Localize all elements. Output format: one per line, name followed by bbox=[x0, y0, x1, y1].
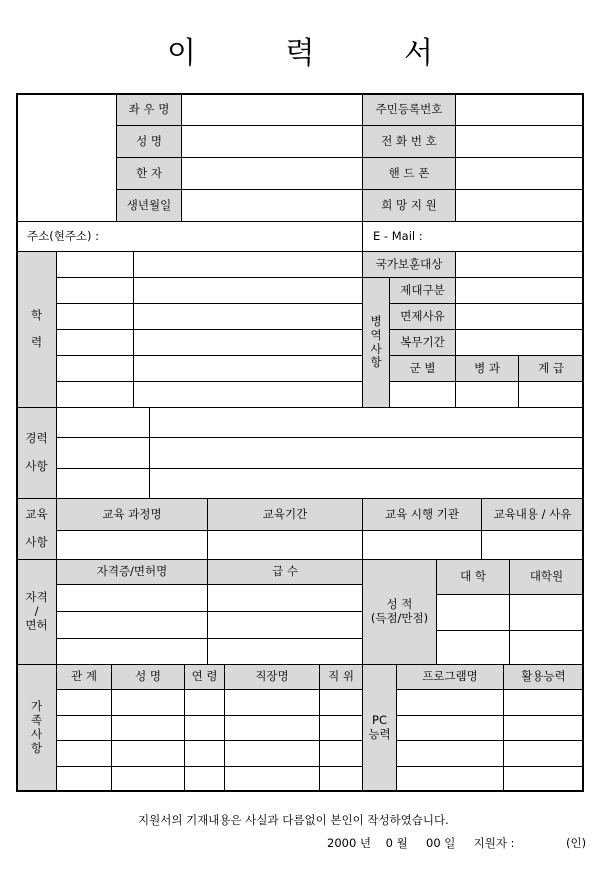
education-row-5-col-2[interactable] bbox=[133, 355, 363, 382]
hanja-input[interactable] bbox=[181, 157, 363, 190]
rank-input[interactable] bbox=[518, 381, 584, 408]
license-row-1-name[interactable] bbox=[56, 584, 208, 612]
family-row-3-workplace[interactable] bbox=[224, 740, 320, 767]
family-workplace-header: 직장명 bbox=[224, 664, 320, 690]
resident-no-label: 주민등록번호 bbox=[362, 93, 456, 126]
family-row-2-workplace[interactable] bbox=[224, 715, 320, 741]
license-row-1-grade[interactable] bbox=[207, 584, 363, 612]
education-row-2-col-1[interactable] bbox=[56, 277, 134, 304]
birth-input[interactable] bbox=[181, 189, 363, 222]
pc-skill-header: 활용능력 bbox=[503, 664, 584, 690]
license-name-header: 자격증/면허명 bbox=[56, 559, 208, 585]
training-content-header: 교육내용 / 사유 bbox=[481, 498, 584, 531]
pc-row-3-program[interactable] bbox=[396, 740, 504, 767]
hanja-label: 한 자 bbox=[116, 157, 182, 190]
training-institute-header: 교육 시행 기관 bbox=[362, 498, 482, 531]
page-title: 이 력 서 bbox=[166, 36, 473, 71]
email-field[interactable]: E - Mail : bbox=[362, 221, 584, 252]
training-course-header: 교육 과정명 bbox=[56, 498, 208, 531]
family-row-2-position[interactable] bbox=[319, 715, 363, 741]
veteran-input[interactable] bbox=[455, 251, 584, 278]
education-row-1-col-2[interactable] bbox=[133, 251, 363, 278]
career-row-3-col-2[interactable] bbox=[149, 468, 584, 499]
education-row-4-col-2[interactable] bbox=[133, 329, 363, 356]
family-position-header: 직 위 bbox=[319, 664, 363, 690]
training-course-input[interactable] bbox=[56, 530, 208, 560]
family-row-4-relation[interactable] bbox=[56, 766, 112, 792]
education-label: 학 력 bbox=[16, 251, 57, 408]
pc-row-2-skill[interactable] bbox=[503, 715, 584, 741]
family-relation-header: 관 계 bbox=[56, 664, 112, 690]
pc-row-1-program[interactable] bbox=[396, 689, 504, 716]
branch-input[interactable] bbox=[389, 381, 456, 408]
license-row-3-name[interactable] bbox=[56, 638, 208, 665]
family-row-4-name[interactable] bbox=[111, 766, 185, 792]
desired-label: 희 망 지 원 bbox=[362, 189, 456, 222]
mobile-input[interactable] bbox=[455, 157, 584, 190]
motto-label: 좌 우 명 bbox=[116, 93, 182, 126]
footer-statement: 지원서의 기재내용은 사실과 다름없이 본인이 작성하였습니다. bbox=[138, 813, 449, 827]
license-label: 자격 / 면허 bbox=[16, 559, 57, 665]
family-row-3-relation[interactable] bbox=[56, 740, 112, 767]
family-row-1-position[interactable] bbox=[319, 689, 363, 716]
family-row-3-position[interactable] bbox=[319, 740, 363, 767]
veteran-label: 국가보훈대상 bbox=[362, 251, 456, 278]
family-row-1-age[interactable] bbox=[184, 689, 225, 716]
name-label: 성 명 bbox=[116, 125, 182, 158]
discharge-label: 제대구분 bbox=[389, 277, 456, 304]
family-row-4-workplace[interactable] bbox=[224, 766, 320, 792]
corps-label: 병 과 bbox=[455, 355, 519, 382]
family-row-2-name[interactable] bbox=[111, 715, 185, 741]
family-row-1-relation[interactable] bbox=[56, 689, 112, 716]
military-label: 병 역 사 항 bbox=[362, 277, 390, 408]
college-row-1[interactable] bbox=[436, 594, 510, 631]
education-row-6-col-1[interactable] bbox=[56, 381, 134, 408]
period-label: 복무기간 bbox=[389, 329, 456, 356]
discharge-input[interactable] bbox=[455, 277, 584, 304]
license-row-2-grade[interactable] bbox=[207, 611, 363, 639]
motto-input[interactable] bbox=[181, 93, 363, 126]
education-row-5-col-1[interactable] bbox=[56, 355, 134, 382]
period-input[interactable] bbox=[455, 329, 584, 356]
career-row-1-col-1[interactable] bbox=[56, 407, 150, 438]
family-age-header: 연 령 bbox=[184, 664, 225, 690]
career-row-3-col-1[interactable] bbox=[56, 468, 150, 499]
pc-row-3-skill[interactable] bbox=[503, 740, 584, 767]
education-row-3-col-2[interactable] bbox=[133, 303, 363, 330]
exempt-input[interactable] bbox=[455, 303, 584, 330]
exempt-label: 면제사유 bbox=[389, 303, 456, 330]
family-row-4-age[interactable] bbox=[184, 766, 225, 792]
birth-label: 생년월일 bbox=[116, 189, 182, 222]
family-row-1-workplace[interactable] bbox=[224, 689, 320, 716]
family-name-header: 성 명 bbox=[111, 664, 185, 690]
training-period-header: 교육기간 bbox=[207, 498, 363, 531]
address-field[interactable]: 주소(현주소) : bbox=[16, 221, 363, 252]
pc-row-2-program[interactable] bbox=[396, 715, 504, 741]
desired-input[interactable] bbox=[455, 189, 584, 222]
career-row-1-col-2[interactable] bbox=[149, 407, 584, 438]
pc-row-1-skill[interactable] bbox=[503, 689, 584, 716]
training-period-input[interactable] bbox=[207, 530, 363, 560]
pc-program-header: 프로그램명 bbox=[396, 664, 504, 690]
grades-label: 성 적 (득점/만점) bbox=[362, 559, 437, 665]
family-row-4-position[interactable] bbox=[319, 766, 363, 792]
license-row-3-grade[interactable] bbox=[207, 638, 363, 665]
family-row-3-age[interactable] bbox=[184, 740, 225, 767]
career-row-2-col-2[interactable] bbox=[149, 437, 584, 469]
college-row-2[interactable] bbox=[436, 630, 510, 665]
footer-date-signature: 2000 년 0 월 00 일 지원자 : bbox=[327, 836, 515, 850]
college-header: 대 학 bbox=[436, 559, 510, 595]
name-input[interactable] bbox=[181, 125, 363, 158]
training-content-input[interactable] bbox=[481, 530, 584, 560]
pc-row-4-skill[interactable] bbox=[503, 766, 584, 792]
seal-mark[interactable]: (인) bbox=[566, 836, 587, 850]
training-institute-input[interactable] bbox=[362, 530, 482, 560]
pc-row-4-program[interactable] bbox=[396, 766, 504, 792]
phone-input[interactable] bbox=[455, 125, 584, 158]
graduate-row-1[interactable] bbox=[509, 594, 584, 631]
phone-label: 전 화 번 호 bbox=[362, 125, 456, 158]
resident-no-input[interactable] bbox=[455, 93, 584, 126]
education-row-6-col-2[interactable] bbox=[133, 381, 363, 408]
family-row-2-relation[interactable] bbox=[56, 715, 112, 741]
rank-label: 계 급 bbox=[518, 355, 584, 382]
family-row-1-name[interactable] bbox=[111, 689, 185, 716]
pc-label: PC 능력 bbox=[362, 664, 397, 792]
family-row-3-name[interactable] bbox=[111, 740, 185, 767]
training-label: 교육 사항 bbox=[16, 498, 57, 560]
photo-cell[interactable] bbox=[16, 93, 117, 222]
branch-label: 군 별 bbox=[389, 355, 456, 382]
graduate-header: 대학원 bbox=[509, 559, 584, 595]
license-grade-header: 급 수 bbox=[207, 559, 363, 585]
mobile-label: 핸 드 폰 bbox=[362, 157, 456, 190]
education-row-3-col-1[interactable] bbox=[56, 303, 134, 330]
graduate-row-2[interactable] bbox=[509, 630, 584, 665]
career-label: 경력 사항 bbox=[16, 407, 57, 499]
corps-input[interactable] bbox=[455, 381, 519, 408]
family-row-2-age[interactable] bbox=[184, 715, 225, 741]
license-row-2-name[interactable] bbox=[56, 611, 208, 639]
education-row-2-col-2[interactable] bbox=[133, 277, 363, 304]
education-row-1-col-1[interactable] bbox=[56, 251, 134, 278]
education-row-4-col-1[interactable] bbox=[56, 329, 134, 356]
career-row-2-col-1[interactable] bbox=[56, 437, 150, 469]
family-label: 가 족 사 항 bbox=[16, 664, 57, 792]
